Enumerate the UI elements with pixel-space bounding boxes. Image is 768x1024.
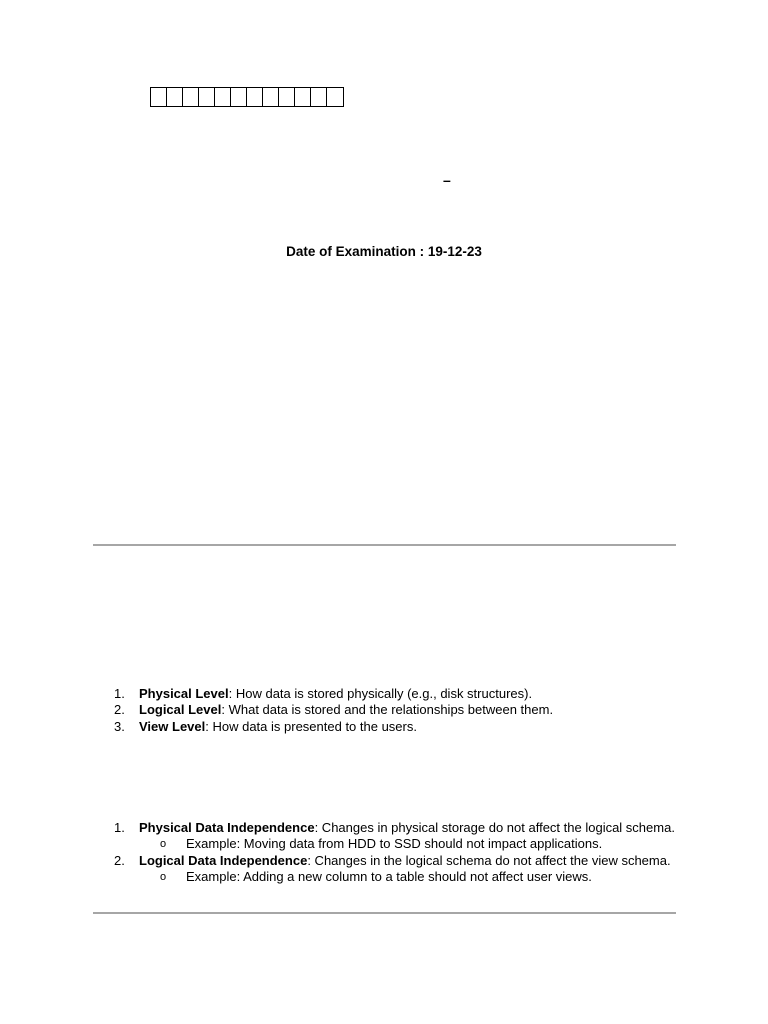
roll-number-box xyxy=(295,88,311,106)
list-sub-item xyxy=(114,869,675,885)
roll-number-box xyxy=(279,88,295,106)
sub-item-text: Example: Moving data from HDD to SSD should not impact applications. xyxy=(186,836,603,852)
section-divider xyxy=(93,912,676,914)
roll-number-box xyxy=(247,88,263,106)
list-item-text: : How data is presented to the users. xyxy=(205,718,417,734)
data-levels-list xyxy=(114,686,553,735)
roll-number-box xyxy=(263,88,279,106)
list-item-term: Logical Level xyxy=(139,702,222,718)
exam-date-line: Date of Examination : 19-12-23 xyxy=(286,244,482,259)
list-item xyxy=(114,719,553,735)
roll-number-box xyxy=(167,88,183,106)
list-item-text: : What data is stored and the relationships between them. xyxy=(221,702,554,718)
list-item-term: View Level xyxy=(139,718,206,734)
roll-number-box xyxy=(311,88,327,106)
list-item-text: : Changes in physical storage do not affect the logical schema. xyxy=(314,820,675,835)
roll-number-box xyxy=(231,88,247,106)
roll-number-box xyxy=(327,88,343,106)
list-item-number: 1. xyxy=(114,820,125,835)
roll-number-boxes xyxy=(150,87,344,107)
sub-bullet: o xyxy=(160,838,167,851)
data-independence-list xyxy=(114,820,675,885)
roll-number-box xyxy=(183,88,199,106)
list-item-term: Physical Data Independence xyxy=(139,820,315,835)
list-item-number: 2. xyxy=(114,852,125,868)
list-item-number: 3. xyxy=(114,718,125,734)
roll-number-box xyxy=(215,88,231,106)
list-item-text: : How data is stored physically (e.g., disk structures). xyxy=(228,686,533,701)
header-dash: – xyxy=(443,172,451,188)
section-divider xyxy=(93,544,676,546)
sub-bullet: o xyxy=(160,870,167,883)
list-item-term: Physical Level xyxy=(139,686,229,701)
sub-item-text: Example: Adding a new column to a table should not affect user views. xyxy=(186,868,592,884)
list-item-number: 2. xyxy=(114,702,125,718)
list-item-number: 1. xyxy=(114,686,125,701)
roll-number-box xyxy=(151,88,167,106)
list-sub-item xyxy=(114,836,675,852)
list-item-term: Logical Data Independence xyxy=(139,852,308,868)
list-item xyxy=(114,686,553,702)
list-item xyxy=(114,853,675,869)
list-item xyxy=(114,820,675,836)
roll-number-box xyxy=(199,88,215,106)
list-item-text: : Changes in the logical schema do not affect the view schema. xyxy=(307,852,671,868)
list-item xyxy=(114,702,553,718)
